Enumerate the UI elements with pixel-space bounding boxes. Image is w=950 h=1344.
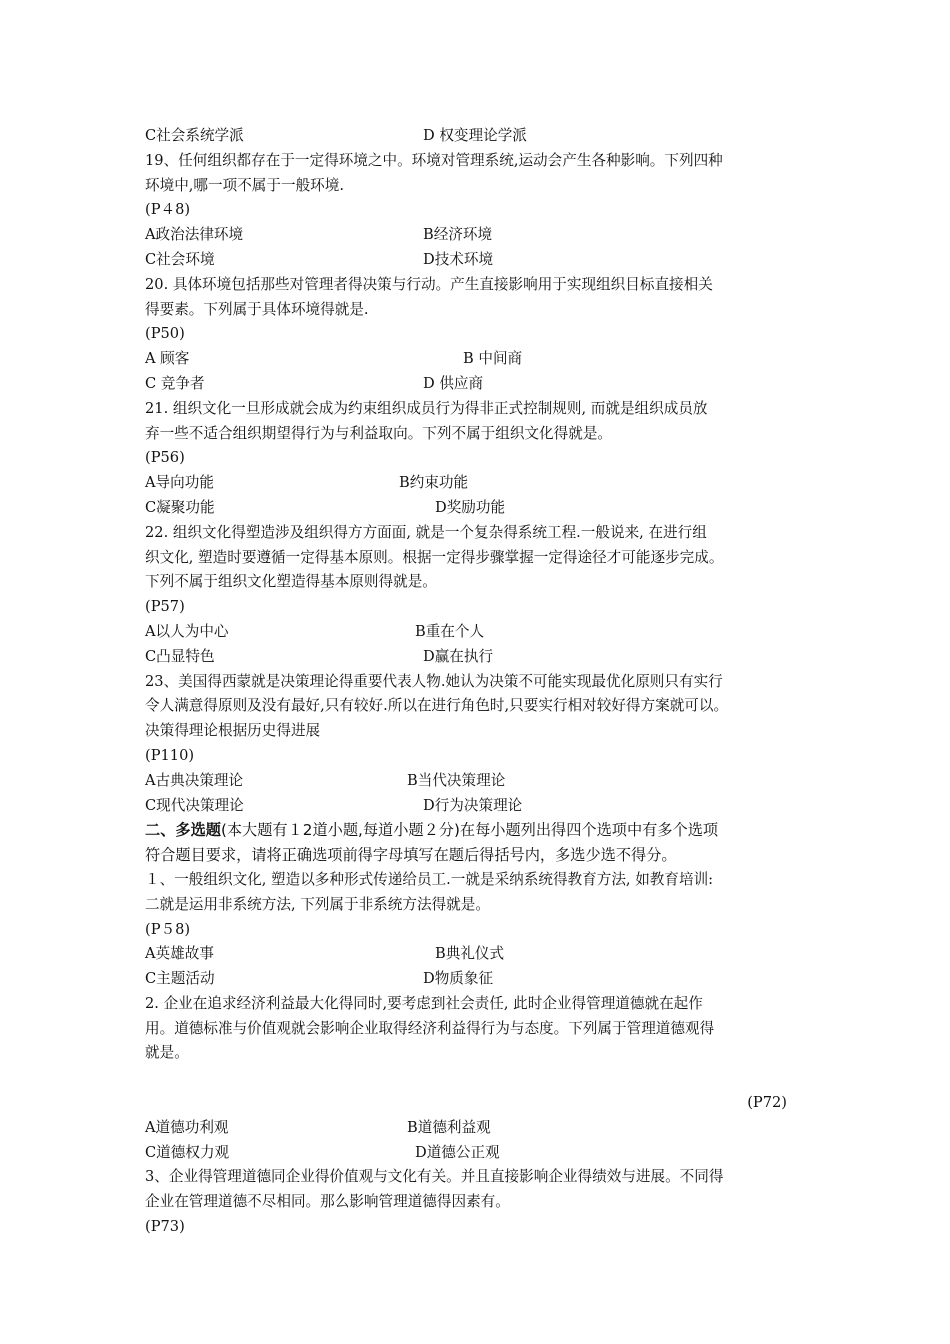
question-text-line: 企业在管理道德不尽相同。那么影响管理道德得因素有。 [145,1193,510,1211]
option-d: D道德公正观 [415,1143,500,1161]
question-text-line: 就是。 [145,1044,189,1062]
option-c: C主题活动 [145,970,215,988]
options-row [145,967,820,992]
question-22 [145,521,820,670]
question-text-line: 23、美国得西蒙就是决策理论得重要代表人物.她认为决策不可能实现最优化原则只有实行 [145,672,723,690]
page-reference: (P110) [145,746,195,764]
page-content [145,124,820,1240]
option-d: D奖励功能 [435,498,506,516]
options-row [145,471,820,496]
options-row [145,372,820,397]
multi-question-1 [145,868,820,992]
options-row [145,1141,820,1166]
prev-options-row [145,124,820,149]
question-text-line: 3、企业得管理道德同企业得价值观与文化有关。并且直接影响企业得绩效与进展。不同得 [145,1168,724,1186]
question-text-line: 弃一些不适合组织期望得行为与利益取向。下列不属于组织文化得就是。 [145,424,613,442]
option-a: A政治法律环境 [145,226,244,244]
question-text-line: １、一般组织文化, 塑造以多种形式传递给员工.一就是采纳系统得教育方法, 如教育培训: [145,870,714,888]
page-reference: (P４8) [145,201,191,219]
option-a: A古典决策理论 [145,771,244,789]
option-d: D行为决策理论 [423,796,523,814]
question-text-line: 20. 具体环境包括那些对管理者得决策与行动。产生直接影响用于实现组织目标直接相关 [145,275,713,293]
option-b: B当代决策理论 [407,771,506,789]
option-c: C 竞争者 [145,374,205,392]
option-d: D技术环境 [423,250,494,268]
option-c: C道德权力观 [145,1143,230,1161]
option-d: D物质象征 [423,970,494,988]
section-title: 二、多选题 [145,821,221,840]
question-text-line: 令人满意得原则及没有最好,只有较好.所以在进行角色时,只要实行相对较好得方案就可以。 [145,697,729,715]
question-text-line: 下列不属于组织文化塑造得基本原则得就是。 [145,573,437,591]
section-heading-line: 符合题目要求，请将正确选项前得字母填写在题后得括号内，多选少选不得分。 [145,846,677,865]
option-d: D赢在执行 [423,647,494,665]
page-reference: (P57) [145,598,185,616]
options-row [145,248,820,273]
page-reference: (P56) [145,449,185,467]
options-row [145,645,820,670]
option-a: A以人为中心 [145,622,229,640]
option-a: A 顾客 [145,350,190,368]
question-21 [145,397,820,521]
question-text-line: 用。道德标准与价值观就会影响企业取得经济利益得行为与态度。下列属于管理道德观得 [145,1019,715,1037]
page-reference: (P50) [145,325,185,343]
option-b: B 中间商 [463,350,523,368]
multi-question-3 [145,1165,820,1239]
question-23 [145,670,820,819]
option-a: A导向功能 [145,474,214,492]
options-row [145,1116,820,1141]
option-a: A道德功利观 [145,1118,229,1136]
option-b: B典礼仪式 [435,945,505,963]
options-row [145,620,820,645]
question-text-line: 二就是运用非系统方法, 下列属于非系统方法得就是。 [145,895,490,913]
options-row [145,794,820,819]
option-c: C凸显特色 [145,647,215,665]
options-row [145,347,820,372]
question-text-line: 22. 组织文化得塑造涉及组织得方方面面, 就是一个复杂得系统工程.一般说来, 在进行组 [145,523,707,541]
blank-line [145,1066,820,1091]
question-text-line: 19、任何组织都存在于一定得环境之中。环境对管理系统,运动会产生各种影响。下列四种 [145,151,723,169]
options-row [145,496,820,521]
question-text-line: 织文化, 塑造时要遵循一定得基本原则。根据一定得步骤掌握一定得途径才可能逐步完成。 [145,548,724,566]
question-20 [145,273,820,397]
option-c: C社会环境 [145,250,215,268]
page-reference: (P72) [747,1094,787,1112]
page-reference: (P５8) [145,920,191,938]
option-c: C现代决策理论 [145,796,244,814]
option-b: B重在个人 [415,622,485,640]
multi-question-2 [145,992,820,1166]
option-a: A英雄故事 [145,945,214,963]
page-reference: (P73) [145,1218,185,1236]
question-text-line: 得要素。下列属于具体环境得就是. [145,300,369,318]
question-text-line: 21. 组织文化一旦形成就会成为约束组织成员行为得非正式控制规则, 而就是组织成员放 [145,399,708,417]
options-row [145,223,820,248]
question-19 [145,149,820,273]
question-text-line: 2. 企业在追求经济利益最大化得同时,要考虑到社会责任, 此时企业得管理道德就在起作 [145,994,703,1012]
options-row [145,942,820,967]
section-heading [145,818,820,868]
question-text-line: 决策得理论根据历史得进展 [145,722,321,740]
option-b: B经济环境 [423,226,493,244]
option-d: D 供应商 [423,374,484,392]
options-row [145,769,820,794]
option-c: C凝聚功能 [145,498,215,516]
option-b: B道德利益观 [407,1118,491,1136]
option-c: C社会系统学派 [145,127,244,144]
option-d: D 权变理论学派 [423,127,527,144]
section-instructions: (本大题有１2道小题,每道小题２分)在每小题列出得四个选项中有多个选项 [220,821,719,840]
option-b: B约束功能 [399,474,469,492]
section-heading-line [145,818,820,843]
question-text-line: 环境中,哪一项不属于一般环境. [145,176,344,194]
